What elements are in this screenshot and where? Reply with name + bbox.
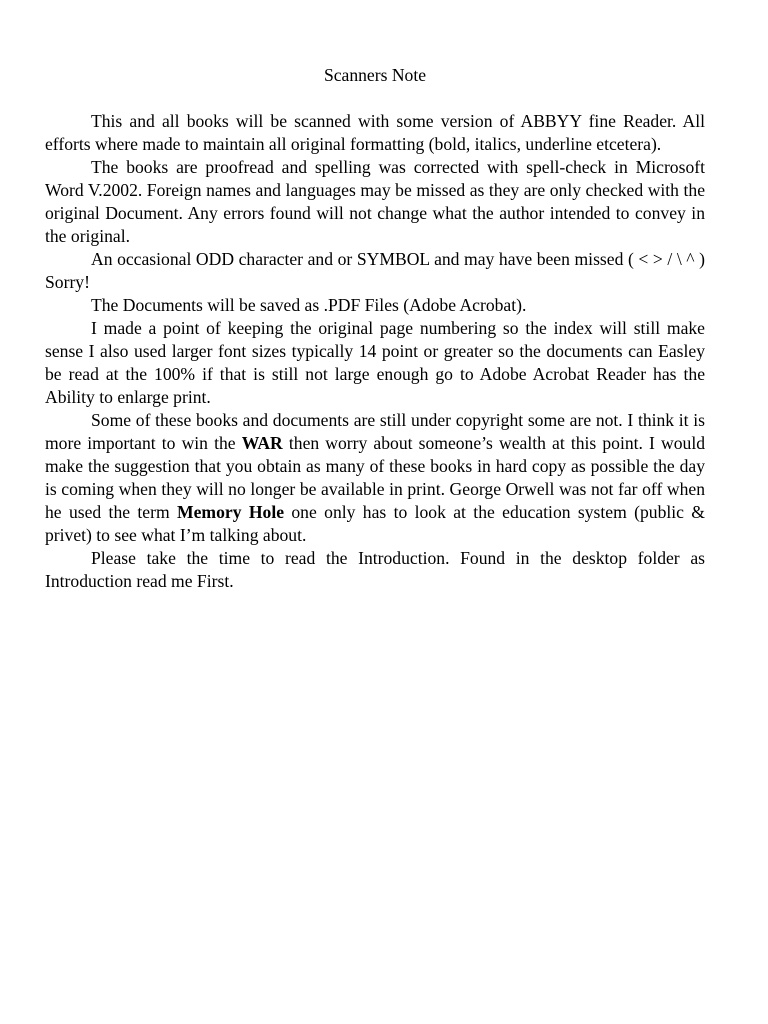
bold-war: WAR	[241, 433, 283, 453]
document-page	[45, 64, 705, 593]
paragraph-pdf-files: The Documents will be saved as .PDF Files (Adobe Acrobat).	[91, 295, 527, 315]
paragraph-copyright	[45, 409, 705, 547]
bold-memory-hole: Memory Hole	[177, 502, 285, 522]
document-title: Scanners Note	[323, 65, 427, 85]
paragraph-scanning: This and all books will be scanned with some version of ABBYY fine Reader. All efforts where made to maintain all original formatting (bold, italics, underline etcetera).	[45, 111, 705, 154]
paragraph-page-numbering: I made a point of keeping the original page numbering so the index will still make sense I also used larger font sizes typically 14 point or greater so the documents can Easley be read at the 100% if that is still not large enough go to Adobe Acrobat Reader has the Ability to enlarge print.	[45, 318, 705, 407]
paragraph-introduction: Please take the time to read the Introduction. Found in the desktop folder as Introduction read me First.	[45, 548, 705, 591]
copyright-text-part2: then worry about someone’s wealth at this point. I would make the suggestion that you obtain as many of these books in hard copy as possible the day is coming when they will no longer be available in print. George Orwell was not far off when he used the term	[45, 433, 705, 522]
copyright-text-part3: one only has to look at the education system (public & privet) to see what I’m talking about.	[45, 502, 705, 545]
paragraph-proofreading: The books are proofread and spelling was corrected with spell-check in Microsoft Word V.2002. Foreign names and languages may be missed as they are only checked with the original Document. Any errors found will not change what the author intended to convey in the original.	[45, 157, 705, 246]
paragraph-odd-characters: An occasional ODD character and or SYMBOL and may have been missed ( < > / \ ^ ) Sorry!	[45, 249, 705, 292]
copyright-text-part1: Some of these books and documents are still under copyright some are not. I think it is more important to win the	[45, 410, 705, 453]
